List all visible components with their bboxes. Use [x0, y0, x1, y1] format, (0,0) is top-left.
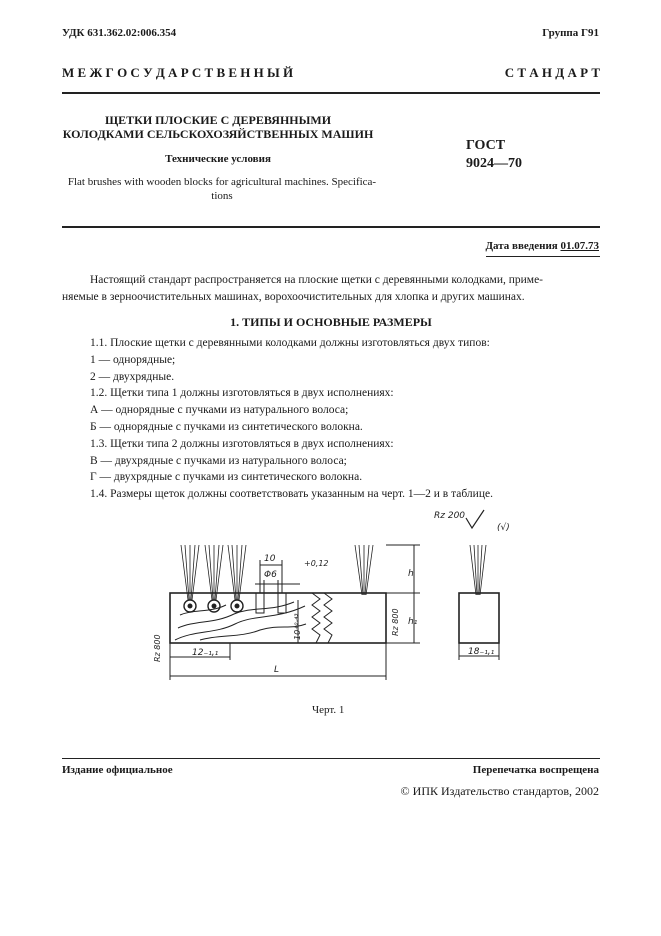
clause-line: 2 — двухрядные.: [90, 370, 175, 383]
section-heading: 1. ТИПЫ И ОСНОВНЫЕ РАЗМЕРЫ: [230, 315, 432, 329]
dim-10-label: 10: [264, 554, 276, 564]
tuft-socket: [188, 604, 192, 608]
rz800-left-label: Rz 800: [153, 634, 162, 662]
clause-line: А — однорядные с пучками из натурального волоса;: [90, 404, 349, 417]
check-label: (√): [497, 523, 510, 533]
reprint-note: Перепечатка воспрещена: [472, 764, 599, 776]
clause-line: 1.3. Щетки типа 2 должны изготовляться в двух исполнениях:: [90, 437, 394, 450]
dim-L-label: L: [274, 665, 280, 675]
bristle-tufts: [181, 545, 486, 600]
dim-h1-label: h₁: [408, 617, 418, 627]
document-title: [62, 113, 374, 141]
tuft-socket: [212, 604, 216, 608]
clause-line: 1.4. Размеры щеток должны соответствовать указанным на черт. 1—2 и в таблице.: [90, 488, 493, 501]
intro-paragraph: [62, 272, 600, 306]
dim-12-label: 12₋₁,₁: [192, 648, 219, 658]
introduction-date: [485, 240, 599, 252]
break-line-right: [324, 593, 332, 643]
roughness-mark: [466, 510, 484, 528]
tuft-socket: [235, 604, 239, 608]
brush-drawing: [140, 505, 540, 695]
rz200-label: Rz 200: [434, 511, 466, 521]
group-code: Группа Г91: [542, 27, 599, 39]
clause-line: 1.1. Плоские щетки с деревянными колодками должны изготовляться двух типов:: [90, 337, 490, 349]
date-value: 01.07.73: [560, 240, 599, 252]
title-line-2: КОЛОДКАМИ СЕЛЬСКОХОЗЯЙСТВЕННЫХ МАШИН: [62, 127, 374, 141]
copyright: © ИПК Издательство стандартов, 2002: [400, 784, 599, 798]
dim-phi6-label: Φ6: [264, 570, 277, 580]
gost-number-block: [466, 137, 522, 173]
empty-hole: [278, 593, 286, 613]
dim-phi6-lines: [255, 580, 300, 593]
break-line-left: [312, 593, 320, 643]
english-title: [62, 175, 382, 203]
date-label: Дата введения: [485, 240, 558, 252]
dim-10tol-label: 10⁺⁰·⁴³: [293, 613, 302, 640]
clause-line: В — двухрядные с пучками из натурального волоса;: [90, 454, 347, 467]
date-rule: [486, 256, 600, 257]
banner-right: С Т А Н Д А Р Т: [504, 65, 600, 80]
udk-code: УДК 631.362.02:006.354: [62, 27, 177, 39]
intro-line-2: няемые в зерноочистительных машинах, ворохоочистительных для хлопка и других машинах.: [62, 291, 525, 303]
wood-grain: [200, 624, 306, 640]
clause-line: Б — однорядные с пучками из синтетического волокна.: [90, 420, 363, 433]
title-bottom-rule: [62, 226, 600, 228]
english-title-line-2: tions: [211, 190, 233, 202]
clause-line: 1 — однорядные;: [90, 353, 176, 366]
gost-label: ГОСТ: [466, 138, 506, 153]
gost-number: 9024—70: [466, 156, 522, 171]
standard-banner: [62, 65, 600, 81]
title-line-1: ЩЕТКИ ПЛОСКИЕ С ДЕРЕВЯННЫМИ: [104, 113, 332, 127]
clause-line: Г — двухрядные с пучками из синтетического волокна.: [90, 471, 363, 484]
english-title-line-1: Flat brushes with wooden blocks for agricultural machines. Specifica-: [67, 176, 377, 188]
dim-tol-label: +0,12: [304, 559, 329, 568]
intro-line-1: Настоящий стандарт распространяется на плоские щетки с деревянными колодками, приме-: [90, 274, 544, 286]
edition-note: Издание официальное: [62, 764, 173, 776]
figure-caption: Черт. 1: [312, 704, 345, 716]
top-rule: [62, 92, 600, 94]
dim-h-label: h: [408, 569, 414, 579]
end-view-block: [459, 593, 499, 643]
dim-18-label: 18₋₁,₁: [468, 647, 495, 657]
banner-left: М Е Ж Г О С У Д А Р С Т В Е Н Н Ы Й: [62, 65, 294, 80]
section-body: [90, 335, 600, 503]
rz800-right-label: Rz 800: [391, 608, 400, 636]
empty-hole: [256, 593, 264, 613]
document-subtitle: Технические условия: [165, 153, 271, 165]
clause-line: 1.2. Щетки типа 1 должны изготовляться в двух исполнениях:: [90, 387, 394, 400]
footer-rule: [62, 758, 600, 759]
